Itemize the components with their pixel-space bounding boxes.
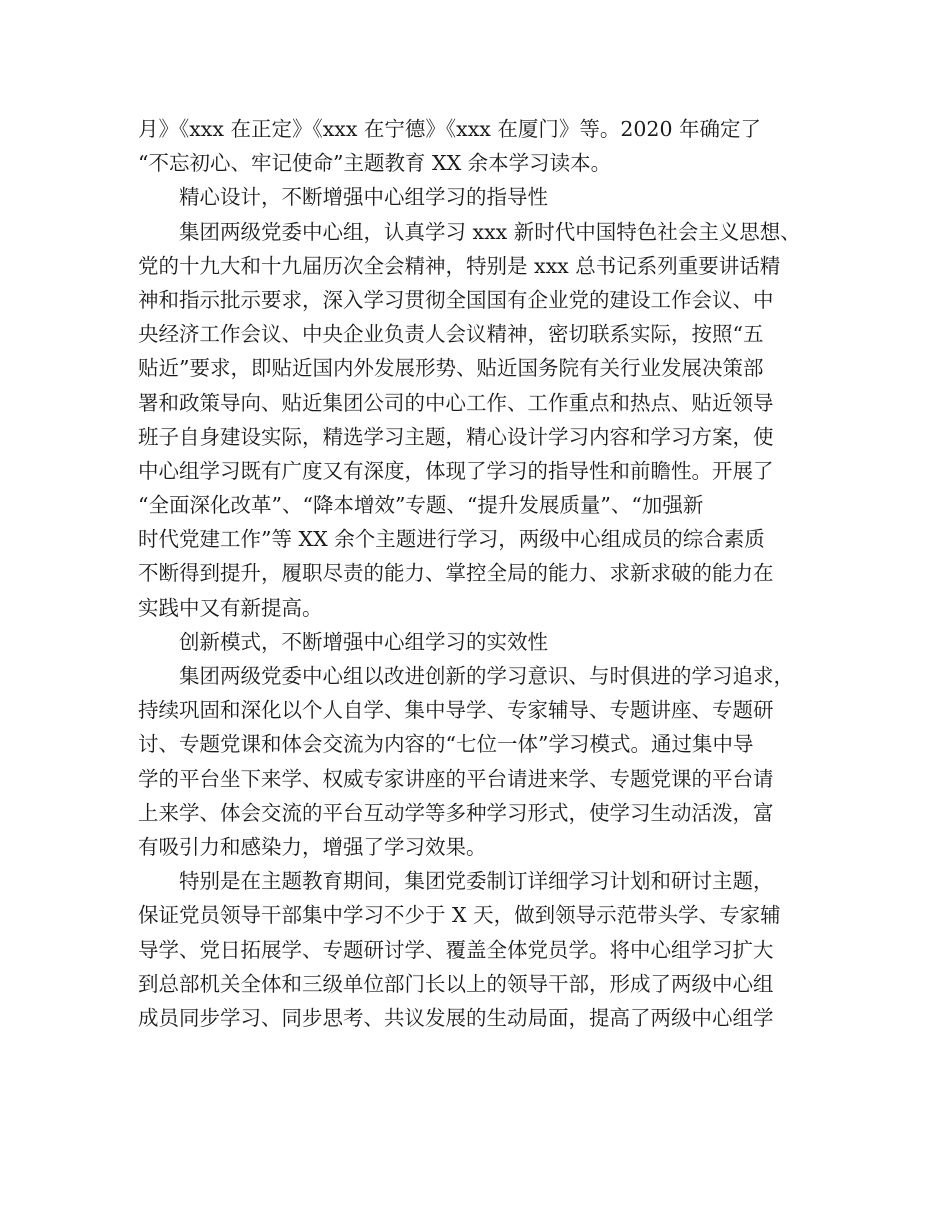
text-line: 上来学、体会交流的平台互动学等多种学习形式，使学习生动活泼，富 (138, 800, 774, 825)
text-line: 中心组学习既有广度又有深度，体现了学习的指导性和前瞻性。开展了 (138, 458, 774, 483)
section-heading: 精心设计，不断增强中心组学习的指导性 (179, 185, 548, 210)
text-line: 学的平台坐下来学、权威专家讲座的平台请进来学、专题党课的平台请 (138, 766, 774, 791)
text-line: 到总部机关全体和三级单位部门长以上的领导干部，形成了两级中心组 (138, 971, 774, 996)
text-line: 保证党员领导干部集中学习不少于 X 天，做到领导示范带头学、专家辅 (138, 903, 781, 928)
text-line: 集团两级党委中心组，认真学习 xxx 新时代中国特色社会主义思想、 (179, 219, 801, 244)
text-line: 央经济工作会议、中央企业负责人会议精神，密切联系实际，按照“五 (138, 322, 764, 347)
text-line: “全面深化改革”、“降本增效”专题、“提升发展质量”、“加强新 (138, 493, 704, 518)
text-line: 特别是在主题教育期间，集团党委制订详细学习计划和研讨主题， (179, 869, 774, 894)
text-line: 神和指示批示要求，深入学习贯彻全国国有企业党的建设工作会议、中 (138, 287, 774, 312)
text-line: 贴近”要求，即贴近国内外发展形势、贴近国务院有关行业发展决策部 (138, 356, 764, 381)
text-line: 导学、党日拓展学、专题研讨学、覆盖全体党员学。将中心组学习扩大 (138, 937, 774, 962)
text-line: 党的十九大和十九届历次全会精神，特别是 xxx 总书记系列重要讲话精 (138, 253, 781, 278)
text-line: 实践中又有新提高。 (138, 595, 323, 620)
text-line: 成员同步学习、同步思考、共议发展的生动局面，提高了两级中心组学 (138, 1005, 774, 1030)
text-line: 不断得到提升，履职尽责的能力、掌控全局的能力、求新求破的能力在 (138, 561, 774, 586)
section-heading: 创新模式，不断增强中心组学习的实效性 (179, 629, 548, 654)
text-line: 署和政策导向、贴近集团公司的中心工作、工作重点和热点、贴近领导 (138, 390, 774, 415)
text-line: 集团两级党委中心组以改进创新的学习意识、与时俱进的学习追求， (179, 664, 794, 688)
text-line: 持续巩固和深化以个人自学、集中导学、专家辅导、专题讲座、专题研 (138, 698, 774, 723)
text-line: 时代党建工作”等 XX 余个主题进行学习，两级中心组成员的综合素质 (138, 527, 765, 552)
text-line: 讨、专题党课和体会交流为内容的“七位一体”学习模式。通过集中导 (138, 732, 754, 757)
text-line: 班子自身建设实际，精选学习主题，精心设计学习内容和学习方案，使 (138, 424, 774, 449)
document-body (138, 112, 828, 1035)
text-line: 月》《xxx 在正定》《xxx 在宁德》《xxx 在厦门》等。2020 年确定了 (138, 117, 762, 141)
text-line: “不忘初心、牢记使命”主题教育 XX 余本学习读本。 (138, 151, 612, 176)
text-line: 有吸引力和感染力，增强了学习效果。 (138, 834, 487, 859)
